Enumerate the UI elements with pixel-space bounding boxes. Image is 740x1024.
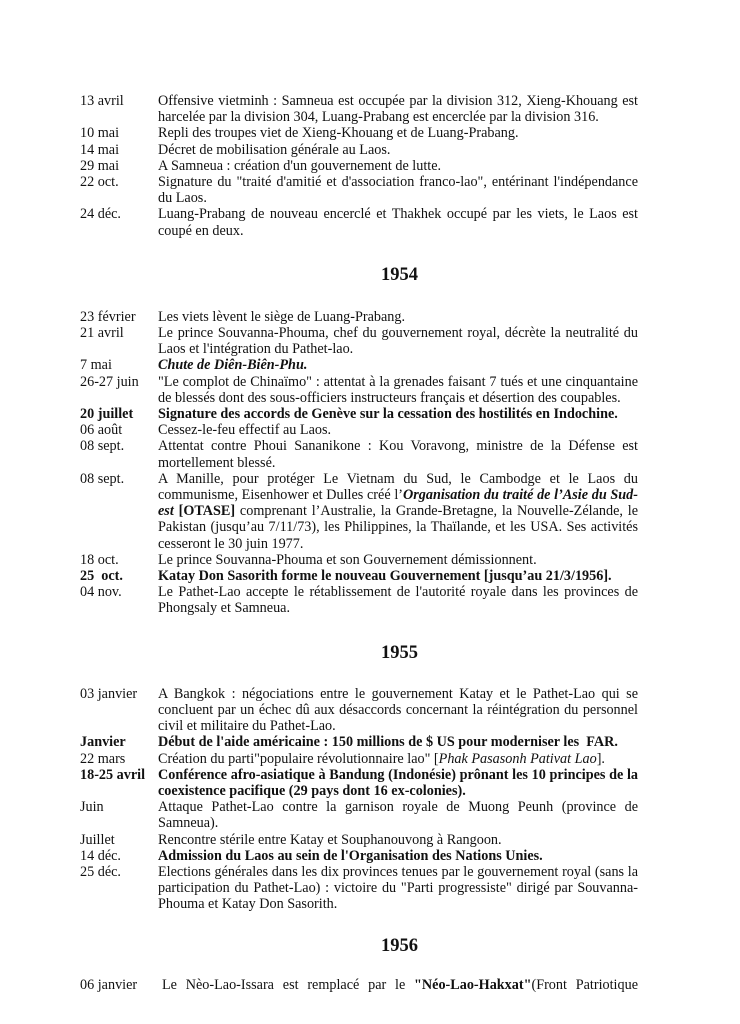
timeline-entry — [80, 864, 638, 913]
entry-date: 7 mai — [80, 357, 112, 374]
entry-date: 22 oct. — [80, 174, 119, 191]
entry-text — [158, 977, 638, 993]
timeline-entry — [80, 93, 638, 125]
entry-text: Rencontre stérile entre Katay et Souphanouvong à Rangoon. — [158, 831, 502, 848]
otase-acronym: [OTASE] — [178, 503, 236, 520]
year-heading-1954: 1954 — [381, 264, 418, 285]
entry-date: 08 sept. — [80, 438, 125, 455]
entry-date: 06 août — [80, 422, 123, 439]
timeline-entry — [80, 174, 638, 206]
otase-name: Organisation du traité de l’Asie du Sud-est — [158, 487, 639, 520]
entry-text-part: comprenant l’Australie, la Grande-Bretagne, la Nouvelle-Zélande, le Pakistan (jusqu’au 7/11/73), les Philippines, la Thaïlande, et les USA. Ses activités cesseront le 30 juin 1977. — [158, 503, 638, 552]
timeline-entry — [80, 158, 638, 174]
entry-date: Juin — [80, 799, 104, 816]
section-1954 — [80, 309, 638, 617]
timeline-entry — [80, 751, 638, 767]
entry-text: Le prince Souvanna-Phouma et son Gouvernement démissionnent. — [158, 551, 537, 568]
entry-text: Cessez-le-feu effectif au Laos. — [158, 422, 332, 439]
neo-lao-hakxat-name: "Néo-Lao-Hakxat" — [414, 976, 532, 993]
year-heading-1956: 1956 — [381, 935, 418, 956]
timeline-entry — [80, 206, 638, 238]
entry-text: Attentat contre Phoui Sananikone : Kou Voravong, ministre de la Défense est mortellement blessé. — [158, 438, 638, 471]
entry-text-part: (Front Patriotique — [531, 976, 638, 993]
entry-text-part: A Manille, pour protéger Le Vietnam du Sud, le Cambodge et le Laos du communisme, Eisenhower et Dulles créé l’ — [158, 470, 638, 504]
year-heading-1955: 1955 — [381, 642, 418, 663]
entry-text-part: Le Nèo-Lao-Issara est remplacé par le — [162, 976, 415, 993]
timeline-entry-highlighted — [80, 406, 638, 422]
timeline-entry — [80, 438, 638, 470]
entry-date: 10 mai — [80, 125, 120, 142]
entry-date: 25 oct. — [80, 568, 123, 585]
entry-date: 18 oct. — [80, 551, 119, 568]
timeline-entry — [80, 584, 638, 616]
entry-date: 06 janvier — [80, 976, 138, 993]
entry-text — [158, 751, 638, 767]
timeline-entry — [80, 686, 638, 735]
timeline-entry — [80, 374, 638, 406]
timeline-entry — [80, 848, 638, 864]
entry-date: Juillet — [80, 831, 115, 848]
timeline-entry — [80, 357, 638, 373]
entry-text: Signature du "traité d'amitié et d'association franco-lao", entérinant l'indépendance du Laos. — [158, 174, 638, 207]
entry-text: A Samneua : création d'un gouvernement de lutte. — [158, 157, 442, 174]
section-1953-continued — [80, 93, 638, 239]
entry-text: "Le complot de Chinaïmo" : attentat à la grenades faisant 7 tués et une cinquantaine de blessés dont des sous-officiers instructeurs français et désertion des coupables. — [158, 373, 638, 406]
party-lao-name: Phak Pasasonh Pativat Lao — [438, 750, 597, 767]
entry-date: Janvier — [80, 734, 126, 751]
section-1956 — [80, 977, 638, 993]
entry-date: 20 juillet — [80, 406, 134, 423]
timeline-entry — [80, 422, 638, 438]
section-1955 — [80, 686, 638, 913]
timeline-entry — [80, 471, 638, 552]
entry-date: 14 mai — [80, 141, 120, 158]
entry-date: 18-25 avril — [80, 766, 146, 783]
timeline-entry-highlighted — [80, 734, 638, 750]
entry-date: 04 nov. — [80, 584, 122, 601]
timeline-entry — [80, 552, 638, 568]
entry-date: 22 mars — [80, 750, 126, 767]
timeline-entry — [80, 832, 638, 848]
entry-text: Signature des accords de Genève sur la cessation des hostilités en Indochine. — [158, 406, 618, 423]
entry-text: A Bangkok : négociations entre le gouvernement Katay et le Pathet-Lao qui se concluent par un échec dû aux désaccords concernant la réintégration du personnel civil et militaire du Pathet-Lao. — [158, 685, 638, 735]
entry-text-part: Création du parti"populaire révolutionnaire lao" [ — [158, 750, 439, 767]
entry-date: 13 avril — [80, 93, 124, 109]
entry-text: Décret de mobilisation générale au Laos. — [158, 141, 391, 158]
entry-text: Les viets lèvent le siège de Luang-Prabang. — [158, 308, 406, 325]
entry-text: Luang-Prabang de nouveau encerclé et Thakhek occupé par les viets, le Laos est coupé en deux. — [158, 206, 638, 239]
entry-text: Admission du Laos au sein de l'Organisation des Nations Unies. — [158, 847, 543, 864]
entry-date: 26-27 juin — [80, 373, 139, 390]
entry-date: 24 déc. — [80, 206, 121, 223]
entry-date: 14 déc. — [80, 847, 121, 864]
entry-text: Chute de Diên-Biên-Phu. — [158, 357, 308, 374]
entry-date: 21 avril — [80, 325, 124, 342]
timeline-entry — [80, 799, 638, 831]
entry-text: Conférence afro-asiatique à Bandung (Indonésie) prônant les 10 principes de la coexistence pacifique (29 pays dont 16 ex-colonies). — [158, 766, 638, 799]
entry-date: 03 janvier — [80, 685, 138, 702]
entry-text-part: ]. — [596, 750, 605, 767]
timeline-entry — [80, 142, 638, 158]
entry-text: Elections générales dans les dix provinces tenues par le gouvernement royal (sans la participation du Pathet-Lao) : victoire du "Parti progressiste" dirigé par Souvanna-Phouma et Katay Don Sasorith. — [158, 863, 638, 913]
entry-text: Offensive vietminh : Samneua est occupée par la division 312, Xieng-Khouang est harcelée par la division 304, Luang-Prabang est encerclée par la division 316. — [158, 93, 638, 126]
timeline-entry — [80, 325, 638, 357]
entry-text — [158, 471, 638, 552]
entry-text: Repli des troupes viet de Xieng-Khouang et de Luang-Prabang. — [158, 125, 519, 142]
entry-date: 08 sept. — [80, 470, 125, 487]
timeline-entry — [80, 125, 638, 141]
timeline-entry — [80, 977, 638, 993]
document-page — [80, 93, 638, 993]
timeline-entry-highlighted — [80, 767, 638, 799]
timeline-entry — [80, 309, 638, 325]
timeline-entry-highlighted — [80, 568, 638, 584]
entry-date: 23 février — [80, 308, 136, 325]
entry-date: 29 mai — [80, 157, 120, 174]
entry-text: Katay Don Sasorith forme le nouveau Gouvernement [jusqu’au 21/3/1956]. — [158, 568, 612, 585]
entry-text: Début de l'aide américaine : 150 millions de $ US pour moderniser les FAR. — [158, 734, 618, 751]
entry-text: Attaque Pathet-Lao contre la garnison royale de Muong Peunh (province de Samneua). — [158, 799, 638, 832]
entry-date: 25 déc. — [80, 863, 121, 880]
entry-text: Le prince Souvanna-Phouma, chef du gouvernement royal, décrète la neutralité du Laos et l'intégration du Pathet-lao. — [158, 325, 638, 358]
entry-text: Le Pathet-Lao accepte le rétablissement de l'autorité royale dans les provinces de Phongsaly et Samneua. — [158, 584, 638, 617]
